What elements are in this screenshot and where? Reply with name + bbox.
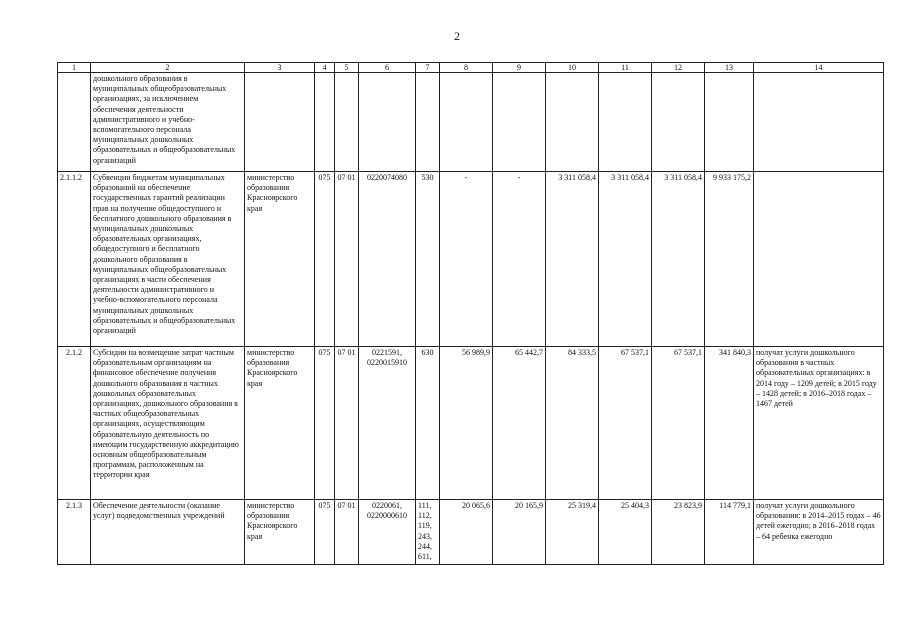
item-name: дошкольного образования в муниципальных общеобразовательных организациях, за исключением обеспечения деятельности административного и учебно-вспомогательного персонала муниципальных дошкольных образовательных и общеобразовательных организаций [91,73,245,172]
value-2014: 56 989,9 [440,347,493,500]
value-total: 341 840,3 [705,347,754,500]
rzpr-code: 07 01 [335,172,359,347]
header-cell: 7 [416,63,440,73]
executor: министерство образования Красноярского края [245,500,315,565]
header-cell: 9 [493,63,546,73]
item-number [58,73,91,172]
header-cell: 8 [440,63,493,73]
csr-code: 0220061, 0220000610 [359,500,416,565]
expected-result [754,73,884,172]
value-2014: - [440,172,493,347]
value-2018: 23 823,9 [652,500,705,565]
value-2017: 25 404,3 [599,500,652,565]
header-cell: 6 [359,63,416,73]
value-total: 9 933 175,2 [705,172,754,347]
header-cell: 2 [91,63,245,73]
value-2015: - [493,172,546,347]
header-cell: 11 [599,63,652,73]
table-row [58,172,884,347]
grbs-code [315,73,335,172]
csr-code: 0220074080 [359,172,416,347]
value-2018 [652,73,705,172]
value-2016: 25 319,4 [546,500,599,565]
csr-code: 0221591, 0220015910 [359,347,416,500]
value-2015: 65 442,7 [493,347,546,500]
value-total [705,73,754,172]
value-2016: 3 311 058,4 [546,172,599,347]
vr-code-list [416,500,440,565]
header-cell: 4 [315,63,335,73]
vr-code: 244, [418,541,432,551]
vr-code [416,73,440,172]
header-cell: 3 [245,63,315,73]
expected-result: получат услуги дошкольного образования в частных образовательных организациях: в 2014 году – 1209 детей; в 2015 году – 1428 детей; в 2016–2018 годах – 1467 детей [754,347,884,500]
value-2016 [546,73,599,172]
csr-code [359,73,416,172]
header-cell: 14 [754,63,884,73]
value-2017: 3 311 058,4 [599,172,652,347]
page-number: 2 [454,29,460,43]
value-2016: 84 333,5 [546,347,599,500]
grbs-code: 075 [315,347,335,500]
grbs-code: 075 [315,172,335,347]
item-number: 2.1.2 [58,347,91,500]
vr-code: 611, [418,552,432,562]
table-row [58,500,884,565]
executor [245,73,315,172]
header-cell: 1 [58,63,91,73]
value-2017: 67 537,1 [599,347,652,500]
header-cell: 5 [335,63,359,73]
value-total: 114 779,1 [705,500,754,565]
value-2018: 67 537,1 [652,347,705,500]
value-2014 [440,73,493,172]
vr-code: 111, [418,501,432,510]
item-name: Обеспечение деятельности (оказание услуг) подведомственных учреждений [91,500,245,565]
item-number: 2.1.1.2 [58,172,91,347]
header-cell: 12 [652,63,705,73]
rzpr-code: 07 01 [335,500,359,565]
header-cell: 13 [705,63,754,73]
header-row [58,63,884,73]
budget-table [57,62,884,565]
expected-result: получат услуги дошкольного образования: в 2014–2015 годах – 46 детей ежегодно; в 2016–2018 годах – 64 ребенка ежегодно [754,500,884,565]
value-2014: 20 065,6 [440,500,493,565]
table-row [58,73,884,172]
expected-result [754,172,884,347]
header-cell: 10 [546,63,599,73]
rzpr-code [335,73,359,172]
grbs-code: 075 [315,500,335,565]
value-2018: 3 311 058,4 [652,172,705,347]
value-2015 [493,73,546,172]
vr-code: 630 [416,347,440,500]
table-row [58,347,884,500]
vr-code: 243, [418,531,432,541]
item-number: 2.1.3 [58,500,91,565]
vr-code: 530 [416,172,440,347]
item-name: Субсидии на возмещение затрат частным образовательным организациям на финансовое обеспечение получения дошкольного образования в частных дошкольных образовательных организациях, дошкольного образования в частных общеобразовательных организациях, осуществляющим образовательную деятельность по имеющим государственную аккредитацию основным общеобразовательным программам, расположенным на территории края [91,347,245,500]
rzpr-code: 07 01 [335,347,359,500]
executor: министерство образования Красноярского края [245,172,315,347]
vr-code: 112, [418,511,432,521]
value-2017 [599,73,652,172]
item-name: Субвенции бюджетам муниципальных образований на обеспечение государственных гарантий реализации прав на получение общедоступного и бесплатного дошкольного образования в муниципальных дошкольных образовательных организациях, общедоступного и бесплатного дошкольного образования в муниципальных общеобразовательных организациях в части обеспечения деятельности административного и учебно-вспомогательного персонала муниципальных дошкольных образовательных и общеобразовательных организаций [91,172,245,347]
vr-code: 119, [418,521,432,531]
value-2015: 20 165,9 [493,500,546,565]
executor: министерство образования Красноярского края [245,347,315,500]
